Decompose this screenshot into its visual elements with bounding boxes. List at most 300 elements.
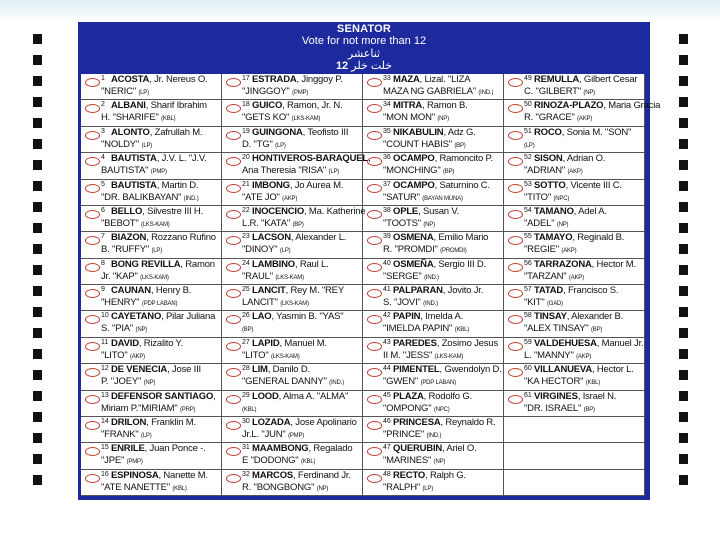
candidate-given-name: , Sharif Ibrahim <box>145 100 207 112</box>
candidate-nickname-line <box>383 482 501 493</box>
vote-oval[interactable] <box>367 342 382 351</box>
candidate-given-name: , Ralph G. <box>425 469 466 481</box>
candidate-cell[interactable] <box>504 311 645 337</box>
candidate-number: 32 <box>242 470 250 478</box>
candidate-cell[interactable] <box>81 153 222 179</box>
candidate-number: 42 <box>383 312 391 320</box>
vote-oval[interactable] <box>367 289 382 298</box>
candidate-cell[interactable] <box>504 100 661 126</box>
candidate-cell[interactable] <box>222 285 363 311</box>
vote-oval[interactable] <box>508 104 523 113</box>
candidate-nickname-line <box>101 192 219 203</box>
candidate-given-name: , Pilar Juliana <box>161 311 216 323</box>
candidate-surname: SISON <box>534 153 563 165</box>
candidate-name-line <box>534 232 642 243</box>
candidate-cell[interactable] <box>363 180 504 206</box>
candidate-party: (LP) <box>279 248 291 255</box>
candidate-cell[interactable] <box>222 338 363 364</box>
candidate-nickname-line <box>383 429 501 440</box>
vote-oval[interactable] <box>226 368 241 377</box>
candidate-nickname: "KIT" <box>524 297 545 308</box>
candidate-nickname: "FRANK" <box>101 428 139 440</box>
candidate-number: 36 <box>383 154 391 162</box>
candidate-surname: ALONTO <box>111 126 150 138</box>
vote-oval[interactable] <box>226 421 241 430</box>
vote-oval[interactable] <box>226 236 241 245</box>
candidate-number: 44 <box>383 365 391 373</box>
candidate-nickname: "MARINES" <box>383 455 432 467</box>
candidate-number: 7 <box>101 233 105 241</box>
candidate-given-name: , Rodolfo G. <box>423 390 472 402</box>
candidate-given-name: , Susan V. <box>418 205 460 217</box>
timing-mark <box>33 475 42 485</box>
candidate-given-name: , Vicente III C. <box>565 179 622 191</box>
candidate-cell[interactable] <box>363 311 504 337</box>
candidate-number: 41 <box>383 286 391 293</box>
candidate-name-line <box>252 180 360 191</box>
candidate-nickname-line <box>242 376 360 387</box>
candidate-cell[interactable] <box>222 417 363 443</box>
vote-oval[interactable] <box>85 368 100 377</box>
candidate-cell[interactable] <box>222 180 363 206</box>
timing-mark <box>679 118 688 128</box>
candidate-party: (LKS-KAM) <box>140 274 169 281</box>
candidate-nickname-line <box>101 297 219 308</box>
candidate-given-name: , Rozzano Rufino <box>146 232 216 244</box>
candidate-party: (LP) <box>141 142 153 149</box>
candidate-cell[interactable] <box>81 74 222 100</box>
candidate-cell[interactable] <box>81 364 222 390</box>
timing-mark <box>679 55 688 65</box>
candidate-number: 15 <box>101 444 109 452</box>
candidate-cell[interactable] <box>222 470 363 496</box>
vote-oval[interactable] <box>367 210 382 219</box>
candidate-nickname: "JINGGOY" <box>242 86 290 97</box>
vote-oval[interactable] <box>508 368 523 377</box>
candidate-party: (BP) <box>583 406 595 413</box>
candidate-name-line <box>534 259 642 270</box>
candidate-party: (BP) <box>292 221 304 228</box>
candidate-cell[interactable] <box>81 470 222 496</box>
candidate-cell[interactable] <box>363 100 504 126</box>
candidate-party: (BP) <box>242 327 254 334</box>
candidate-number: 5 <box>101 180 105 188</box>
candidate-nickname-line <box>242 244 360 255</box>
candidate-cell[interactable] <box>81 259 222 285</box>
candidate-nickname-line <box>524 350 642 361</box>
candidate-party: (AKP) <box>576 353 592 360</box>
candidate-party: (KBL) <box>585 380 601 387</box>
candidate-nickname-line <box>242 271 360 282</box>
candidate-number: 61 <box>524 391 532 399</box>
vote-oval[interactable] <box>226 315 241 324</box>
candidate-name-line <box>393 417 501 428</box>
candidate-cell[interactable] <box>222 127 363 153</box>
vote-oval[interactable] <box>367 395 382 404</box>
candidate-cell[interactable] <box>363 206 504 232</box>
candidate-cell[interactable] <box>363 285 504 311</box>
vote-oval[interactable] <box>226 157 241 166</box>
candidate-cell[interactable] <box>81 180 222 206</box>
vote-oval[interactable] <box>367 184 382 193</box>
candidate-name-line <box>111 470 219 481</box>
vote-oval[interactable] <box>226 104 241 113</box>
candidate-name-line <box>252 285 360 296</box>
candidate-cell[interactable] <box>222 100 363 126</box>
candidate-given-name: , Lizal. "LIZA <box>419 74 471 85</box>
candidate-cell[interactable] <box>222 153 371 179</box>
vote-oval[interactable] <box>226 210 241 219</box>
vote-oval[interactable] <box>367 474 382 483</box>
vote-count: 12 <box>335 60 349 72</box>
candidate-cell[interactable] <box>504 127 645 153</box>
candidate-surname: DAVID <box>111 337 139 349</box>
candidate-cell[interactable] <box>363 391 504 417</box>
candidate-nickname: H. "SHARIFE" <box>101 112 159 124</box>
candidate-cell[interactable] <box>504 232 645 258</box>
vote-oval[interactable] <box>85 289 100 298</box>
candidate-party: (NP) <box>433 459 446 466</box>
candidate-party: (PMP) <box>288 432 305 439</box>
candidate-cell[interactable] <box>81 338 222 364</box>
vote-oval[interactable] <box>226 289 241 298</box>
candidate-party: (LKS-KAM) <box>270 353 300 360</box>
candidate-surname: MITRA <box>393 100 423 112</box>
candidate-nickname-line <box>101 323 219 334</box>
candidate-number: 22 <box>242 206 250 214</box>
candidate-name-line <box>534 338 642 349</box>
candidate-nickname-line <box>101 455 219 466</box>
vote-oval[interactable] <box>508 289 523 298</box>
vote-oval[interactable] <box>508 342 523 351</box>
candidate-given-name: , Jinggoy P. <box>296 74 343 85</box>
candidate-number: 43 <box>383 338 391 346</box>
vote-oval[interactable] <box>85 210 100 219</box>
vote-oval[interactable] <box>508 131 523 140</box>
candidate-nickname-line <box>524 297 642 308</box>
candidate-cell[interactable] <box>81 391 222 417</box>
candidate-cell[interactable] <box>81 311 222 337</box>
candidate-nickname: R. "GRACE" <box>524 112 575 124</box>
candidate-party: (KBL) <box>300 459 316 466</box>
candidate-name-line <box>393 470 501 481</box>
candidate-nickname: "ATE NANETTE" <box>101 481 170 493</box>
vote-oval[interactable] <box>367 131 382 140</box>
candidate-surname: PLAZA <box>393 390 424 402</box>
candidate-cell[interactable] <box>363 232 504 258</box>
candidate-cell[interactable] <box>222 364 363 390</box>
candidate-nickname: R. "PROMDI" <box>383 244 438 256</box>
vote-oval[interactable] <box>367 447 382 456</box>
candidate-party: (LP) <box>138 90 149 96</box>
vote-oval[interactable] <box>508 315 523 324</box>
candidate-nickname-line <box>242 350 360 361</box>
candidate-party: (PDP LABAN) <box>420 380 456 387</box>
candidate-cell[interactable] <box>81 127 222 153</box>
candidate-surname: INOCENCIO <box>252 205 305 217</box>
vote-oval[interactable] <box>226 474 241 483</box>
timing-mark <box>33 160 42 170</box>
candidate-number: 50 <box>524 101 532 109</box>
candidate-party: (IND.) <box>426 432 442 439</box>
candidate-surname: PAREDES <box>393 337 437 349</box>
candidate-name-line <box>393 443 501 454</box>
candidate-given-name: , Alexander B. <box>566 311 624 323</box>
candidate-cell[interactable] <box>363 338 504 364</box>
candidate-cell[interactable] <box>222 74 363 100</box>
candidate-nickname: "NOLDY" <box>101 138 140 150</box>
instruction-arabic-2: خلت خلر <box>351 60 393 72</box>
vote-oval[interactable] <box>85 78 100 87</box>
candidate-party: (LP) <box>151 248 163 255</box>
candidate-party: (LKS-KAM) <box>141 221 170 228</box>
candidate-nickname: "DR. ISRAEL" <box>524 402 582 414</box>
candidate-cell[interactable] <box>504 74 645 100</box>
candidate-nickname-line <box>383 376 501 387</box>
candidate-party: (LKS-KAM) <box>434 353 464 360</box>
candidate-cell[interactable] <box>504 364 645 390</box>
timing-mark <box>679 370 688 380</box>
candidate-cell[interactable] <box>363 417 504 443</box>
vote-oval[interactable] <box>226 131 241 140</box>
candidate-party: (LKS-KAM) <box>291 116 321 123</box>
candidate-surname: MAAMBONG <box>252 443 309 455</box>
candidate-cell[interactable] <box>504 153 645 179</box>
candidate-party: (AKP) <box>567 169 583 176</box>
candidate-given-name: , Yasmin B. "YAS" <box>271 311 344 323</box>
vote-oval[interactable] <box>367 263 382 272</box>
vote-oval[interactable] <box>367 157 382 166</box>
candidate-nickname-line <box>101 139 219 150</box>
candidate-given-name: , Reynaldo R. <box>440 416 496 428</box>
candidate-name-line <box>252 470 360 481</box>
candidate-given-name: , Jose III <box>167 364 201 376</box>
candidate-surname: PAPIN <box>393 311 421 323</box>
candidate-party: (NPC) <box>553 195 570 202</box>
empty-cell <box>504 417 645 443</box>
candidate-surname: BAUTISTA <box>111 153 157 165</box>
candidate-given-name: , Francisco S. <box>563 285 619 296</box>
candidate-cell[interactable] <box>81 206 222 232</box>
candidate-cell[interactable] <box>81 100 222 126</box>
candidate-surname: TINSAY <box>534 311 567 323</box>
candidate-cell[interactable] <box>222 232 363 258</box>
candidate-nickname-line <box>242 192 360 203</box>
timing-mark <box>33 307 42 317</box>
top-gradient <box>0 0 720 22</box>
timing-mark <box>679 454 688 464</box>
vote-oval[interactable] <box>85 263 100 272</box>
vote-oval[interactable] <box>226 395 241 404</box>
candidate-cell[interactable] <box>81 443 222 469</box>
candidate-given-name: , Maria Gracia <box>603 100 661 112</box>
candidate-nickname: "MON MON" <box>383 112 435 124</box>
candidate-party: (KBL) <box>454 327 470 334</box>
candidate-number: 8 <box>101 259 105 267</box>
timing-mark <box>679 433 688 443</box>
candidate-surname: OPLE <box>393 205 419 217</box>
candidate-party: (BP) <box>590 327 603 334</box>
vote-oval[interactable] <box>508 395 523 404</box>
candidate-surname: GUICO <box>252 100 283 112</box>
candidate-surname: SOTTO <box>534 179 566 191</box>
candidate-party: (AKP) <box>282 195 298 202</box>
vote-oval[interactable] <box>85 474 100 483</box>
candidate-cell[interactable] <box>222 391 363 417</box>
candidate-name-line <box>534 74 642 85</box>
vote-oval[interactable] <box>85 157 100 166</box>
vote-oval[interactable] <box>367 78 382 87</box>
candidate-number: 10 <box>101 312 109 320</box>
vote-oval[interactable] <box>85 421 100 430</box>
vote-oval[interactable] <box>226 342 241 351</box>
vote-oval[interactable] <box>508 263 523 272</box>
candidate-party: (LP) <box>275 142 286 149</box>
candidate-party: (PMP) <box>126 459 143 466</box>
candidate-cell[interactable] <box>504 391 645 417</box>
candidate-cell[interactable] <box>222 443 363 469</box>
vote-oval[interactable] <box>508 236 523 245</box>
candidate-cell[interactable] <box>81 285 222 311</box>
candidate-cell[interactable] <box>504 338 645 364</box>
vote-oval[interactable] <box>508 210 523 219</box>
candidate-number: 28 <box>242 365 250 373</box>
candidate-nickname-line <box>242 403 360 414</box>
candidate-nickname: "LITO" <box>242 349 269 361</box>
vote-oval[interactable] <box>367 236 382 245</box>
vote-oval[interactable] <box>85 395 100 404</box>
candidate-party: (IND.) <box>424 274 439 281</box>
candidate-surname: HONTIVEROS-BARAQUEL <box>252 153 369 165</box>
vote-oval[interactable] <box>85 236 100 245</box>
candidate-surname: IMBONG <box>252 179 290 191</box>
candidate-nickname: LANCIT" <box>242 297 278 308</box>
vote-oval[interactable] <box>226 263 241 272</box>
candidate-nickname-line <box>524 323 642 334</box>
candidate-cell[interactable] <box>222 311 363 337</box>
candidate-name-line <box>252 417 360 428</box>
candidate-number: 53 <box>524 180 532 188</box>
candidate-given-name: , Franklin M. <box>146 416 196 428</box>
vote-oval[interactable] <box>367 421 382 430</box>
vote-oval[interactable] <box>367 315 382 324</box>
vote-oval[interactable] <box>508 184 523 193</box>
vote-oval[interactable] <box>85 184 100 193</box>
candidate-given-name: , Adrian O. <box>562 153 606 165</box>
candidate-given-name: , Sonia M. "SON" <box>561 126 632 138</box>
candidate-cell[interactable] <box>363 443 504 469</box>
candidate-nickname-line <box>524 165 642 176</box>
candidate-given-name: , Nanette M. <box>158 469 208 481</box>
candidate-surname: LOOD <box>252 390 279 402</box>
candidate-name-line <box>252 205 366 217</box>
candidate-number: 33 <box>383 75 391 82</box>
candidate-number: 51 <box>524 127 532 135</box>
candidate-cell[interactable] <box>504 259 645 285</box>
candidate-cell[interactable] <box>81 417 222 443</box>
candidate-nickname-line <box>383 323 501 334</box>
candidate-name-line <box>111 153 219 164</box>
candidate-surname: TAMAYO <box>534 232 573 244</box>
candidate-party: (NP) <box>583 90 595 96</box>
vote-oval[interactable] <box>85 131 100 140</box>
empty-cell <box>504 443 645 469</box>
vote-oval[interactable] <box>226 184 241 193</box>
candidate-nickname-line <box>242 297 360 308</box>
timing-mark <box>33 181 42 191</box>
candidate-surname: VALDEHUESA <box>534 337 597 349</box>
timing-mark <box>33 139 42 149</box>
timing-mark <box>679 328 688 338</box>
timing-mark <box>679 475 688 485</box>
candidate-surname: TATAD <box>534 285 564 296</box>
vote-oval[interactable] <box>85 342 100 351</box>
candidate-cell[interactable] <box>363 153 504 179</box>
candidate-given-name: , Gilbert Cesar <box>579 74 638 85</box>
candidate-nickname: MAZA NG GABRIELA" <box>383 86 476 97</box>
candidate-nickname-line <box>242 165 360 176</box>
candidate-surname: LACSON <box>252 232 291 244</box>
candidate-nickname-line <box>101 218 219 229</box>
candidate-party: (BP) <box>454 142 466 149</box>
candidate-cell[interactable] <box>363 74 504 100</box>
candidate-cell[interactable] <box>504 285 645 311</box>
candidate-cell[interactable] <box>363 127 504 153</box>
candidate-nickname-line <box>101 86 219 97</box>
candidate-party: (LP) <box>141 432 152 439</box>
candidate-given-name: , Sergio III D. <box>433 258 486 270</box>
candidate-given-name: , <box>368 153 371 165</box>
timing-mark <box>33 265 42 275</box>
candidate-cell[interactable] <box>222 205 366 232</box>
candidate-nickname-line <box>383 455 501 466</box>
candidate-surname: ALBANI <box>111 100 146 112</box>
candidate-party: (LP) <box>328 169 340 176</box>
candidate-name-line <box>252 391 360 402</box>
candidate-party: (KBL) <box>161 116 176 123</box>
vote-oval[interactable] <box>85 447 100 456</box>
candidate-party: (IND.) <box>183 195 199 202</box>
vote-oval[interactable] <box>226 447 241 456</box>
candidate-cell[interactable] <box>504 180 645 206</box>
candidate-name-line <box>393 391 501 402</box>
vote-oval[interactable] <box>226 78 241 87</box>
candidate-cell[interactable] <box>81 232 222 258</box>
candidate-cell[interactable] <box>222 259 363 285</box>
timing-mark <box>679 76 688 86</box>
candidate-nickname: "BEBOT" <box>101 217 139 229</box>
vote-oval[interactable] <box>508 78 523 87</box>
candidate-name-line <box>111 180 219 191</box>
candidate-nickname-line <box>383 218 501 229</box>
vote-oval[interactable] <box>367 104 382 113</box>
vote-oval[interactable] <box>85 315 100 324</box>
timing-mark <box>679 412 688 422</box>
candidate-cell[interactable] <box>363 470 504 496</box>
vote-oval[interactable] <box>367 368 382 377</box>
candidate-given-name: , Manuel Jr. <box>596 337 644 349</box>
vote-oval[interactable] <box>85 104 100 113</box>
candidate-given-name: , Juan Ponce -. <box>144 443 206 455</box>
candidate-party: (NP) <box>143 380 156 387</box>
candidate-cell[interactable] <box>363 259 504 285</box>
candidate-number: 48 <box>383 470 391 478</box>
candidate-cell[interactable] <box>504 206 645 232</box>
candidate-nickname-line <box>242 139 360 150</box>
vote-oval[interactable] <box>508 157 523 166</box>
candidate-cell[interactable] <box>363 364 504 390</box>
candidate-party: (AKP) <box>568 274 584 281</box>
